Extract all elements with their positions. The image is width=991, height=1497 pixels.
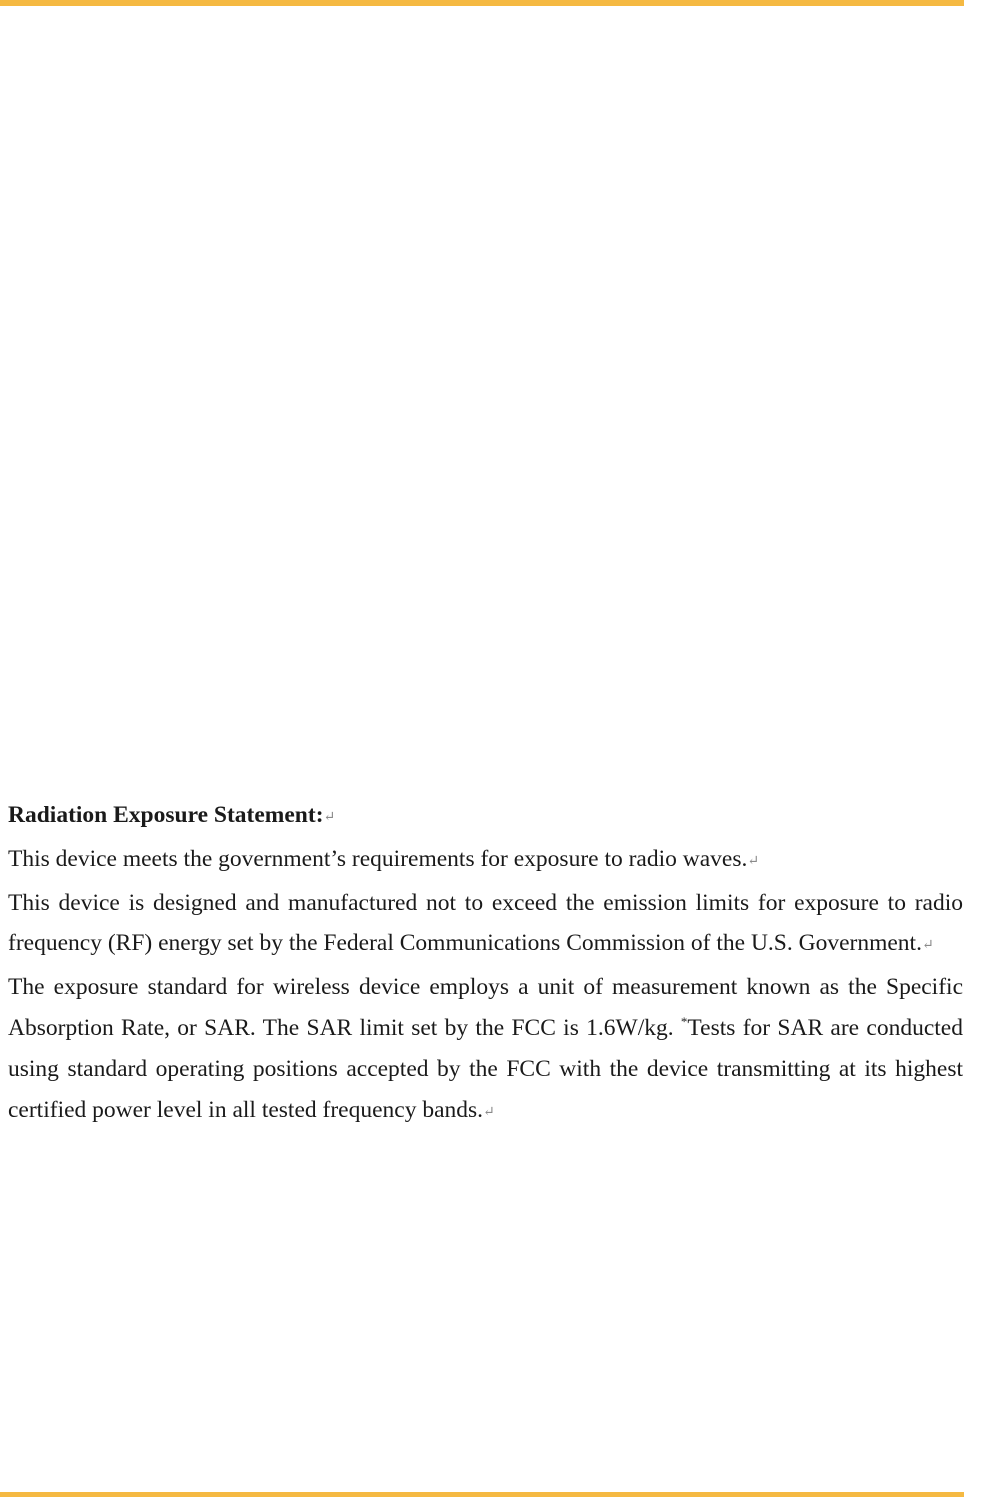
bottom-rule bbox=[0, 1492, 964, 1497]
paragraph-sar-text: The exposure standard for wireless device employs a unit of measurement known as the Specific Absorption Rate, or SAR. The SAR limit set by the FCC is 1.6W/kg. bbox=[8, 974, 963, 1041]
footnote-marker: * bbox=[680, 1013, 688, 1029]
paragraph-mark-icon: ↵ bbox=[323, 810, 336, 825]
paragraph-mark-icon: ↵ bbox=[747, 853, 760, 869]
paragraph-mark-icon: ↵ bbox=[483, 1104, 495, 1120]
paragraph-sar bbox=[8, 967, 963, 1133]
radiation-exposure-statement bbox=[8, 795, 963, 1133]
paragraph-requirements-text: This device meets the government’s requirements for exposure to radio waves. bbox=[8, 845, 748, 872]
paragraph-sar-tests-text: Tests for SAR are conducted using standard operating positions accepted by the FCC with the device transmitting at its highest certified power level in all tested frequency bands. bbox=[8, 1014, 963, 1123]
statement-heading bbox=[8, 795, 963, 839]
top-rule bbox=[0, 0, 964, 6]
paragraph-requirements bbox=[8, 839, 963, 883]
paragraph-emission-limits-text: This device is designed and manufactured not to exceed the emission limits for exposure to radio frequency (RF) energy set by the Federal Communications Commission of the U.S. Government. bbox=[8, 889, 963, 957]
paragraph-mark-icon: ↵ bbox=[921, 938, 934, 954]
heading-text: Radiation Exposure Statement: bbox=[8, 802, 324, 828]
paragraph-emission-limits bbox=[8, 883, 963, 968]
